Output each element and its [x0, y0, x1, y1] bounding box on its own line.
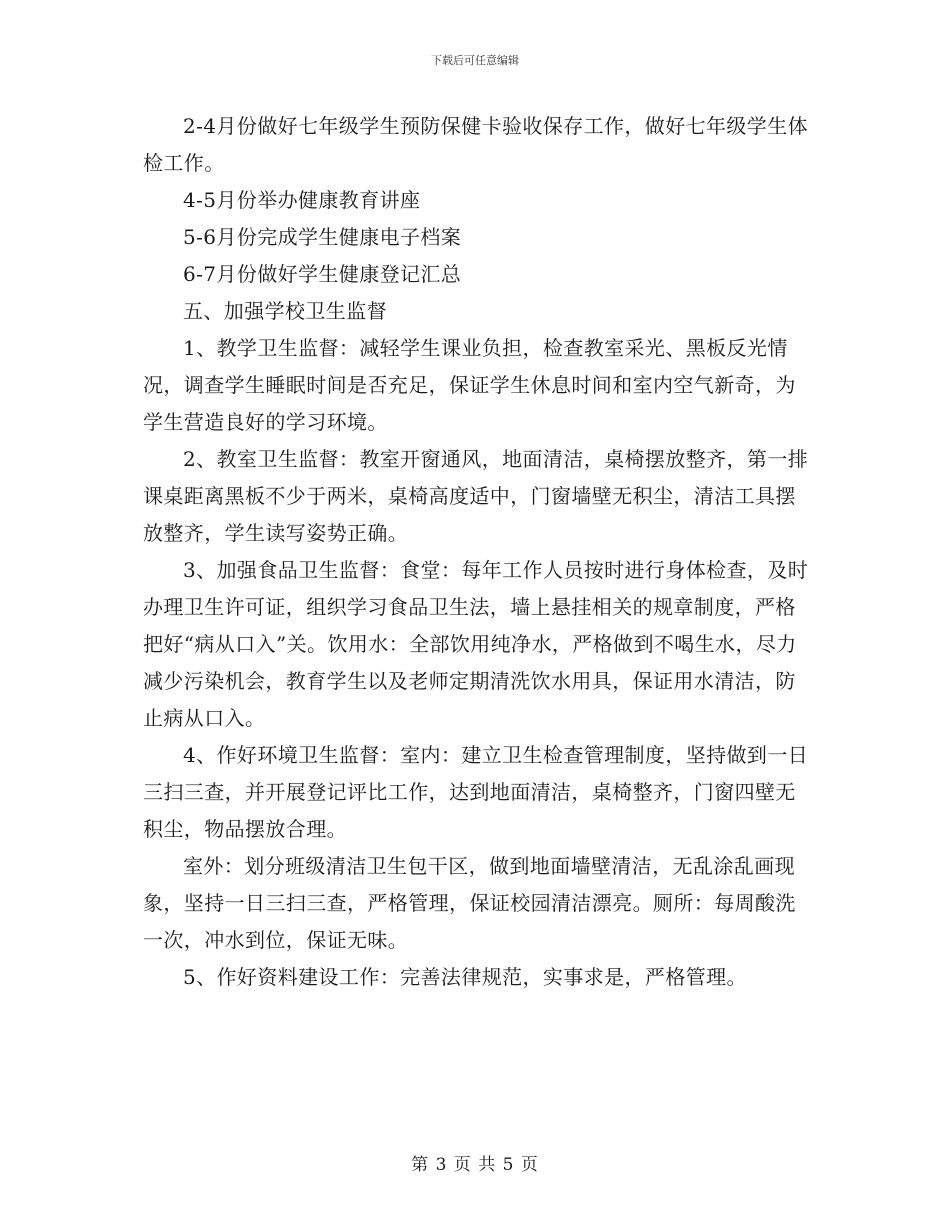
page-number-label: 第 3 页 共 5 页: [411, 1155, 539, 1175]
paragraph: 2、教室卫生监督：教室开窗通风，地面清洁，桌椅摆放整齐，第一排课桌距离黑板不少于两米，桌椅高度适中，门窗墙壁无积尘，清洁工具摆放整齐，学生读写姿势正确。: [143, 447, 809, 545]
paragraph: 5、作好资料建设工作：完善法律规范，实事求是，严格管理。: [183, 965, 747, 989]
page-header-note: 下载后可任意编辑: [431, 54, 519, 67]
paragraph: 室外：划分班级清洁卫生包干区，做到地面墙壁清洁，无乱涂乱画现象，坚持一日三扫三查，严格管理，保证校园清洁漂亮。厕所：每周酸洗一次，冲水到位，保证无味。: [143, 854, 796, 952]
paragraph: 5-6月份完成学生健康电子档案: [183, 225, 462, 249]
document-body: [143, 108, 815, 996]
paragraph: 4、作好环境卫生监督：室内：建立卫生检查管理制度，坚持做到一日三扫三查，并开展登记评比工作，达到地面清洁，桌椅整齐，门窗四壁无积尘，物品摆放合理。: [143, 743, 809, 841]
paragraph: 4-5月份举办健康教育讲座: [183, 188, 421, 212]
paragraph: 6-7月份做好学生健康登记汇总: [183, 262, 462, 286]
paragraph: 3、加强食品卫生监督：食堂：每年工作人员按时进行身体检查，及时办理卫生许可证，组织学习食品卫生法，墙上悬挂相关的规章制度，严格把好“病从口入”关。饮用水：全部饮用纯净水，严格做到不喝生水，尽力减少污染机会，教育学生以及老师定期清洗饮水用具，保证用水清洁，防止病从口入。: [143, 558, 809, 730]
page-footer: [0, 1153, 950, 1177]
paragraph: 2-4月份做好七年级学生预防保健卡验收保存工作，做好七年级学生体检工作。: [143, 114, 809, 175]
section-heading: 五、加强学校卫生监督: [183, 299, 387, 323]
paragraph: 1、教学卫生监督：减轻学生课业负担，检查教室采光、黑板反光情况，调查学生睡眠时间是否充足，保证学生休息时间和室内空气新奇，为学生营造良好的学习环境。: [143, 336, 796, 434]
